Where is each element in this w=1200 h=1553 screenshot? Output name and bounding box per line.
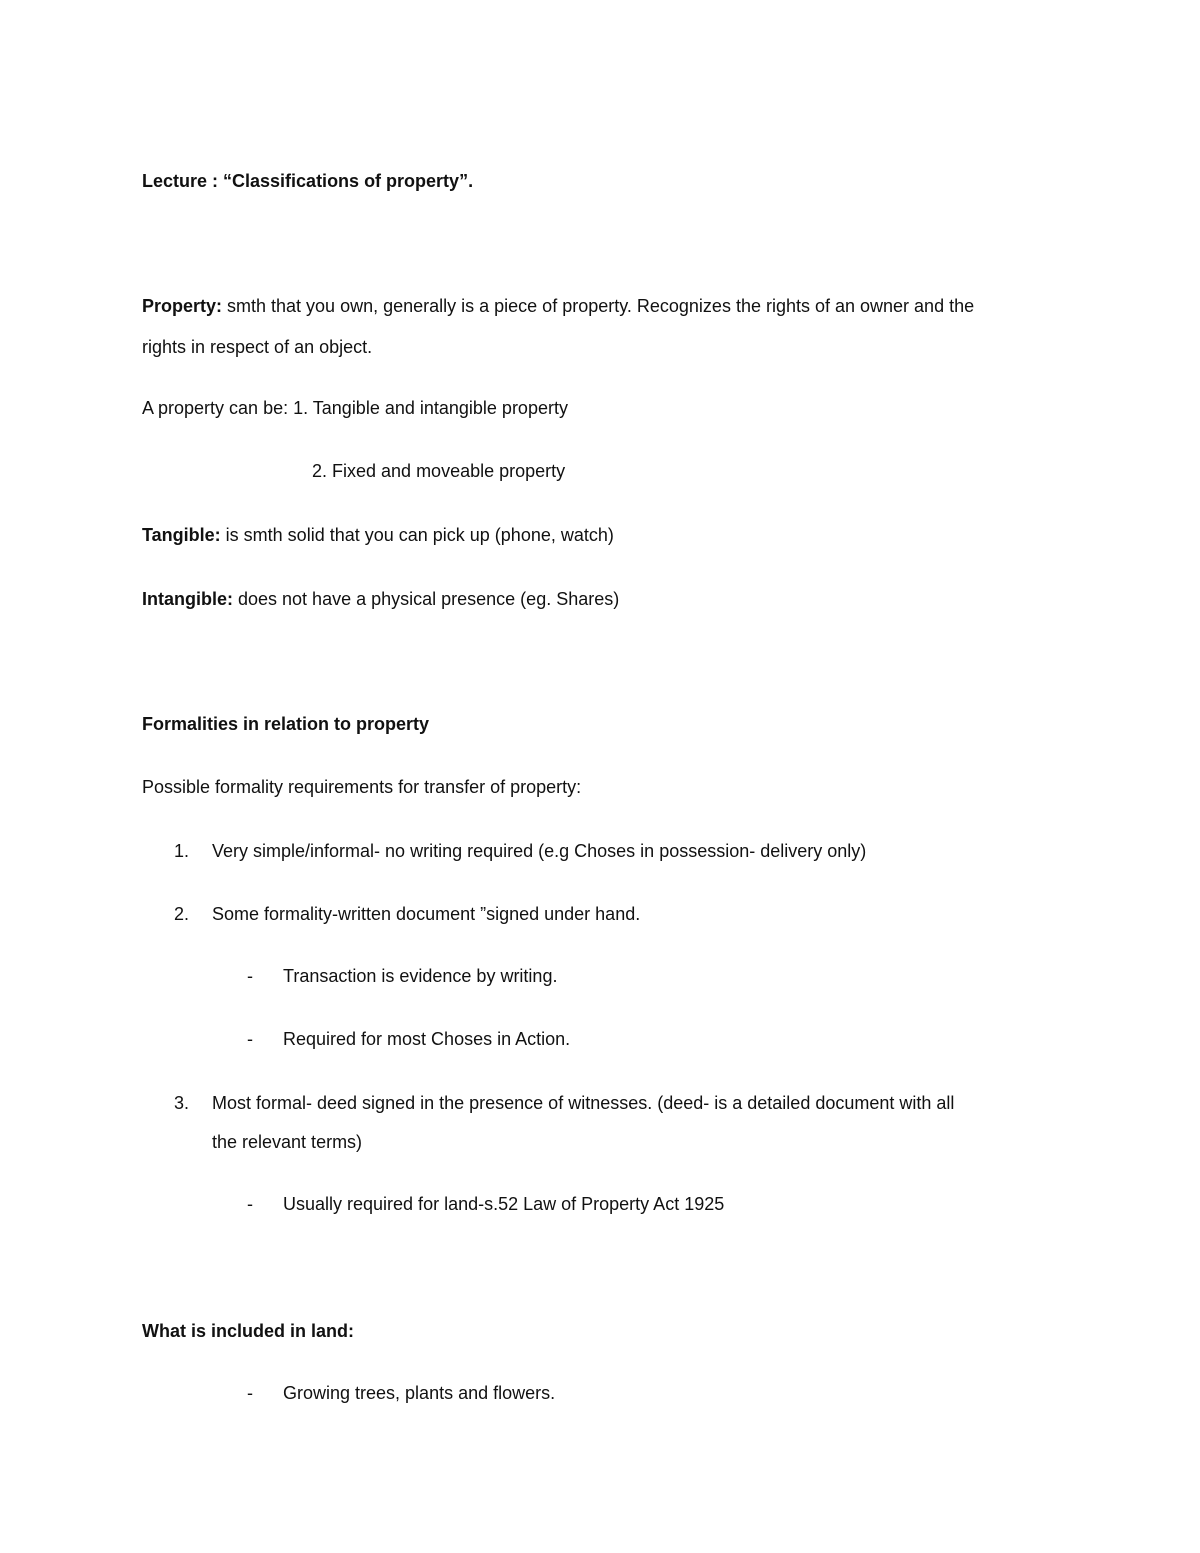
intangible-def: does not have a physical presence (eg. Shares) (233, 589, 620, 609)
dash-bullet: - (247, 966, 253, 986)
list-number: 1. (174, 841, 190, 861)
dash-bullet: - (247, 1194, 253, 1214)
list-item-line1: Most formal- deed signed in the presence of witnesses. (deed- is a detailed document with all (212, 1093, 955, 1113)
property-def-line1: smth that you own, generally is a piece of property. Recognizes the rights of an owner and the (222, 296, 975, 316)
property-types-item2: 2. Fixed and moveable property (312, 461, 566, 481)
formalities-intro: Possible formality requirements for transfer of property: (142, 777, 582, 797)
lecture-title: Lecture : “Classifications of property”. (142, 171, 474, 191)
tangible-term: Tangible: (142, 525, 221, 545)
list-number: 3. (174, 1093, 190, 1113)
dash-bullet: - (247, 1383, 253, 1403)
dash-bullet: - (247, 1029, 253, 1049)
intangible-term: Intangible: (142, 589, 233, 609)
list-item: Some formality-written document ”signed under hand. (212, 904, 641, 924)
sub-list-item: Required for most Choses in Action. (283, 1029, 571, 1049)
list-item-line2: the relevant terms) (212, 1132, 363, 1152)
formalities-heading: Formalities in relation to property (142, 714, 430, 734)
list-number: 2. (174, 904, 190, 924)
tangible-def: is smth solid that you can pick up (phone, watch) (220, 525, 614, 545)
property-definition (142, 295, 974, 317)
sub-list-item: Transaction is evidence by writing. (283, 966, 558, 986)
sub-list-item: Usually required for land-s.52 Law of Property Act 1925 (283, 1194, 725, 1214)
property-types-intro: A property can be: 1. Tangible and intangible property (142, 398, 568, 418)
land-heading: What is included in land: (142, 1321, 355, 1341)
property-def-line2: rights in respect of an object. (142, 337, 373, 357)
tangible-definition (142, 524, 614, 546)
land-list-item: Growing trees, plants and flowers. (283, 1383, 556, 1403)
list-item: Very simple/informal- no writing required (e.g Choses in possession- delivery only) (212, 841, 867, 861)
property-term: Property: (142, 296, 223, 316)
intangible-definition (142, 588, 619, 610)
